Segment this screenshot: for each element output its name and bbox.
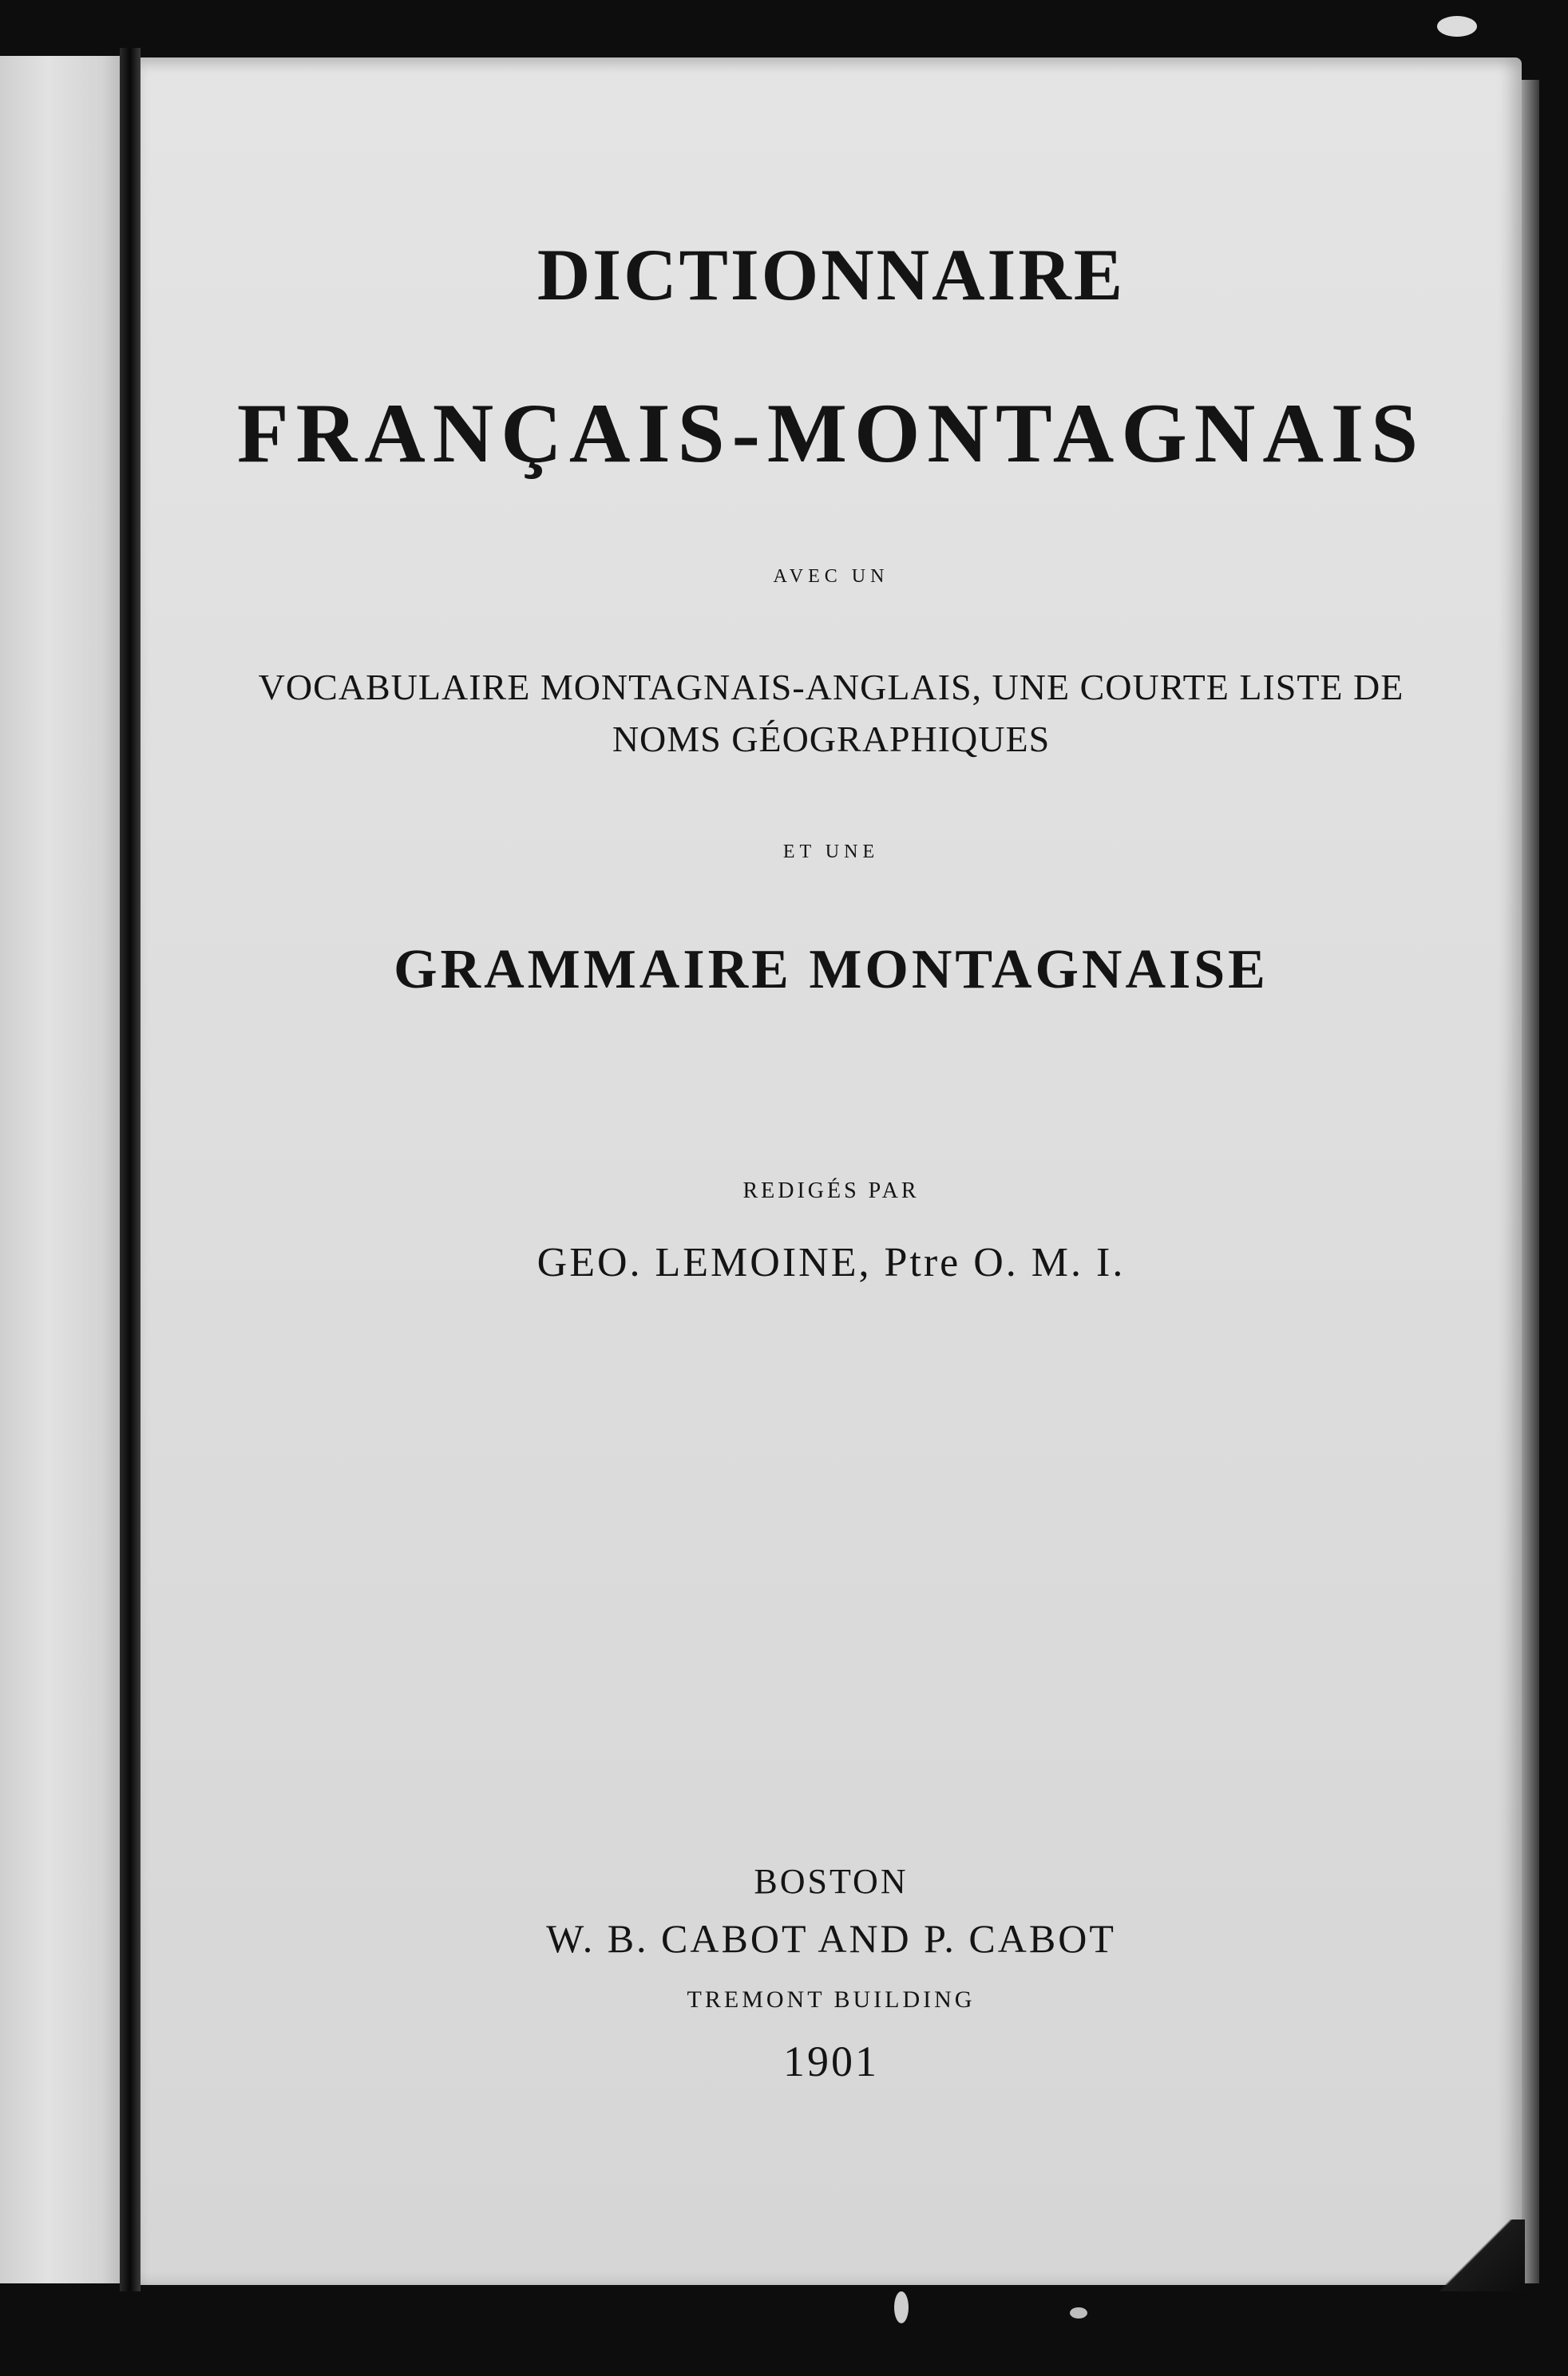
connector-avec-un: AVEC UN: [773, 566, 889, 587]
imprint-publisher: W. B. CABOT AND P. CABOT: [546, 1916, 1116, 1961]
title-line-dictionnaire: DICTIONNAIRE: [537, 234, 1126, 315]
torn-corner: [1429, 2220, 1525, 2291]
ink-speck: [894, 2291, 909, 2323]
page-edge-shadow: [1522, 80, 1539, 2283]
subtitle-line-2: NOMS GÉOGRAPHIQUES: [612, 719, 1051, 759]
subtitle-line-1: VOCABULAIRE MONTAGNAIS-ANGLAIS, UNE COURTE LISTE DE: [258, 667, 1404, 707]
author-name: GEO. LEMOINE, Ptre O. M. I.: [537, 1240, 1126, 1285]
previous-leaf-edge: [0, 56, 120, 2283]
rediges-par: REDIGÉS PAR: [742, 1178, 920, 1203]
ink-speck: [1437, 16, 1477, 37]
connector-et-une: ET UNE: [782, 842, 880, 862]
title-line-francais-montagnais: FRANÇAIS-MONTAGNAIS: [236, 386, 1426, 480]
ink-speck: [1070, 2307, 1087, 2319]
imprint-year: 1901: [783, 2037, 879, 2085]
book-gutter: [120, 48, 141, 2291]
imprint-city: BOSTON: [754, 1862, 909, 1901]
imprint-building: TREMONT BUILDING: [687, 1986, 976, 2013]
grammar-title: GRAMMAIRE MONTAGNAISE: [394, 939, 1269, 1000]
